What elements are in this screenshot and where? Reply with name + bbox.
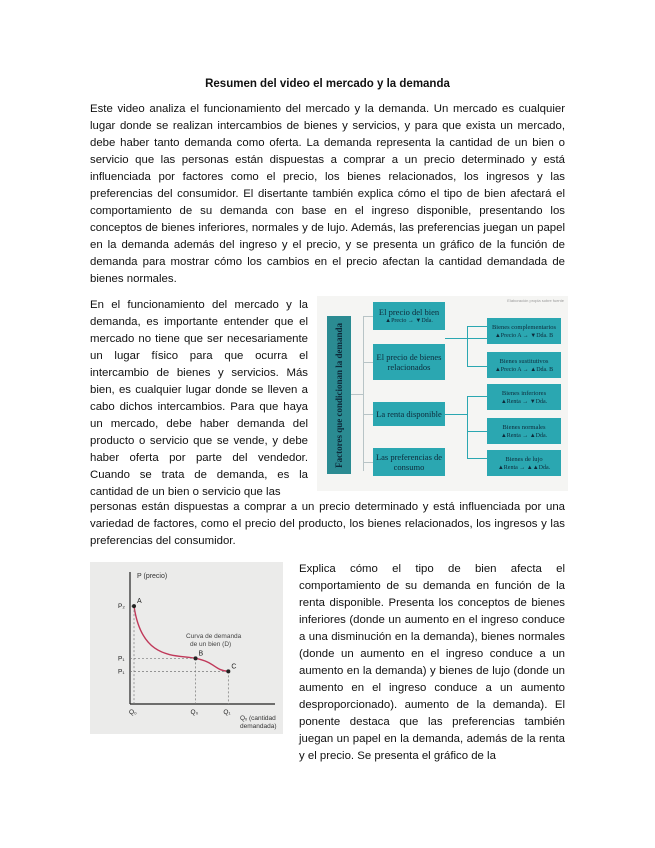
connector <box>445 338 487 339</box>
connector <box>363 414 373 415</box>
point-label: A <box>137 598 142 606</box>
detail-box-complementary: Bienes complementarios ▲Precio A → ▼Dda. B <box>487 318 561 344</box>
connector <box>467 458 487 459</box>
chart-title-cont: de un bien (D) <box>190 641 232 648</box>
connector <box>363 462 373 463</box>
x-axis-label-cont: demandada) <box>240 723 277 730</box>
x-axis-label: Qₓ (cantidad <box>240 715 276 722</box>
connector <box>467 396 468 458</box>
point-marker <box>226 669 230 673</box>
q-tick-label: Q₀ <box>190 709 199 716</box>
y-axis-label: P (precio) <box>137 573 168 580</box>
demand-factors-diagram <box>317 296 568 491</box>
connector <box>363 316 364 471</box>
connector <box>467 431 487 432</box>
detail-box-inferior: Bienes inferiores ▲Renta → ▼Dda. <box>487 384 561 410</box>
paragraph-market: En el funcionamiento del mercado y la demanda, es importante entender que el mercado no tiene que ser necesariamente un lugar físico para que ocurra el intercambio de bienes y servicios. Más bien, es cualquier lugar donde se lleven a cabo dichos intercambios. Para que haya un mercado, debe haber demanda del producto o servicio que se vende, y debe haber oferta por parte del vendedor. Cuando se trata de demanda, es la cantidad de un bien o servicio que las <box>90 299 308 498</box>
connector <box>351 394 363 395</box>
connector <box>467 366 487 367</box>
detail-box-luxury: Bienes de lujo ▲Renta → ▲▲Dda. <box>487 450 561 476</box>
connector <box>445 414 467 415</box>
connector <box>363 316 373 317</box>
point-marker <box>132 604 136 608</box>
factor-box-related-goods: El precio de bienes relacionados <box>373 344 445 380</box>
connector <box>467 326 487 327</box>
p-tick-label: P₁ <box>118 668 125 676</box>
demand-curve-figure <box>90 562 283 734</box>
diagram-watermark: Elaboración propia sobre fuente <box>507 298 564 303</box>
document-title: Resumen del video el mercado y la demanda <box>205 78 450 90</box>
p-tick-label: P₂ <box>118 603 125 611</box>
paragraph-intro: Este video analiza el funcionamiento del mercado y la demanda. Un mercado es cualquier lugar donde se realizan intercambios de bienes y servicios, y para que exista un mercado, debe haber tanto demanda como oferta. La demanda representa la cantidad de un bien o servicio que las personas están dispuestas a comprar a un precio determinado y está influenciada por factores como el precio, los bienes relacionados, los ingresos y las preferencias del consumidor. El disertante también explica cómo el tipo de bien afectará el comportamiento de su demanda con base en el ingreso disponible, presentando los conceptos de bienes inferiores, normales y de lujo. Además, las preferencias juegan un papel en la demanda además del ingreso y el precio, y se presenta un gráfico de la función de demanda para mostrar cómo los cambios en el precio afectan la cantidad demandada de bienes normales. <box>90 103 565 285</box>
factor-box-preferences: Las preferencias de consumo <box>373 448 445 476</box>
connector <box>467 326 468 366</box>
diagram-main-label: Factores que condicionan la demanda <box>327 316 351 474</box>
point-label: C <box>231 663 237 671</box>
point-label: B <box>198 650 204 658</box>
factor-box-income: La renta disponible <box>373 402 445 426</box>
detail-box-normal: Bienes normales ▲Renta → ▲Dda. <box>487 418 561 444</box>
q-tick-label: Q₁ <box>223 709 231 716</box>
factor-box-price: El precio del bien ▲Precio → ▼Dda. <box>373 302 445 330</box>
q-tick-label: Q₀ <box>129 709 137 716</box>
demand-curve-chart <box>90 562 283 734</box>
point-marker <box>194 656 198 660</box>
connector <box>363 362 373 363</box>
p-tick-label: P₁ <box>118 655 125 663</box>
chart-title: Curva de demanda <box>186 633 242 640</box>
paragraph-demand-cont: personas están dispuestas a comprar a un precio determinado y está influenciada por una variedad de factores, como el precio del producto, los bienes relacionados, los ingresos y las preferencias del consumidor. <box>90 501 565 547</box>
paragraph-goods-types: Explica cómo el tipo de bien afecta el comportamiento de su demanda en función de la renta disponible. Presenta los conceptos de bienes inferiores (donde un aumento en el ingreso conduce a una disminución en la demanda), bienes normales (donde un aumento en el ingreso conduce a un aumento en la demanda) y bienes de lujo (donde un aumento en el ingreso conduce a un aumento desproporcionado). aumento de la demanda). El ponente destaca que las preferencias también juegan un papel en la demanda, además de la renta y el precio. Se presenta el gráfico de la <box>299 563 565 762</box>
connector <box>467 396 487 397</box>
detail-box-substitutes: Bienes sustitutivos ▲Precio A → ▲Dda. B <box>487 352 561 378</box>
